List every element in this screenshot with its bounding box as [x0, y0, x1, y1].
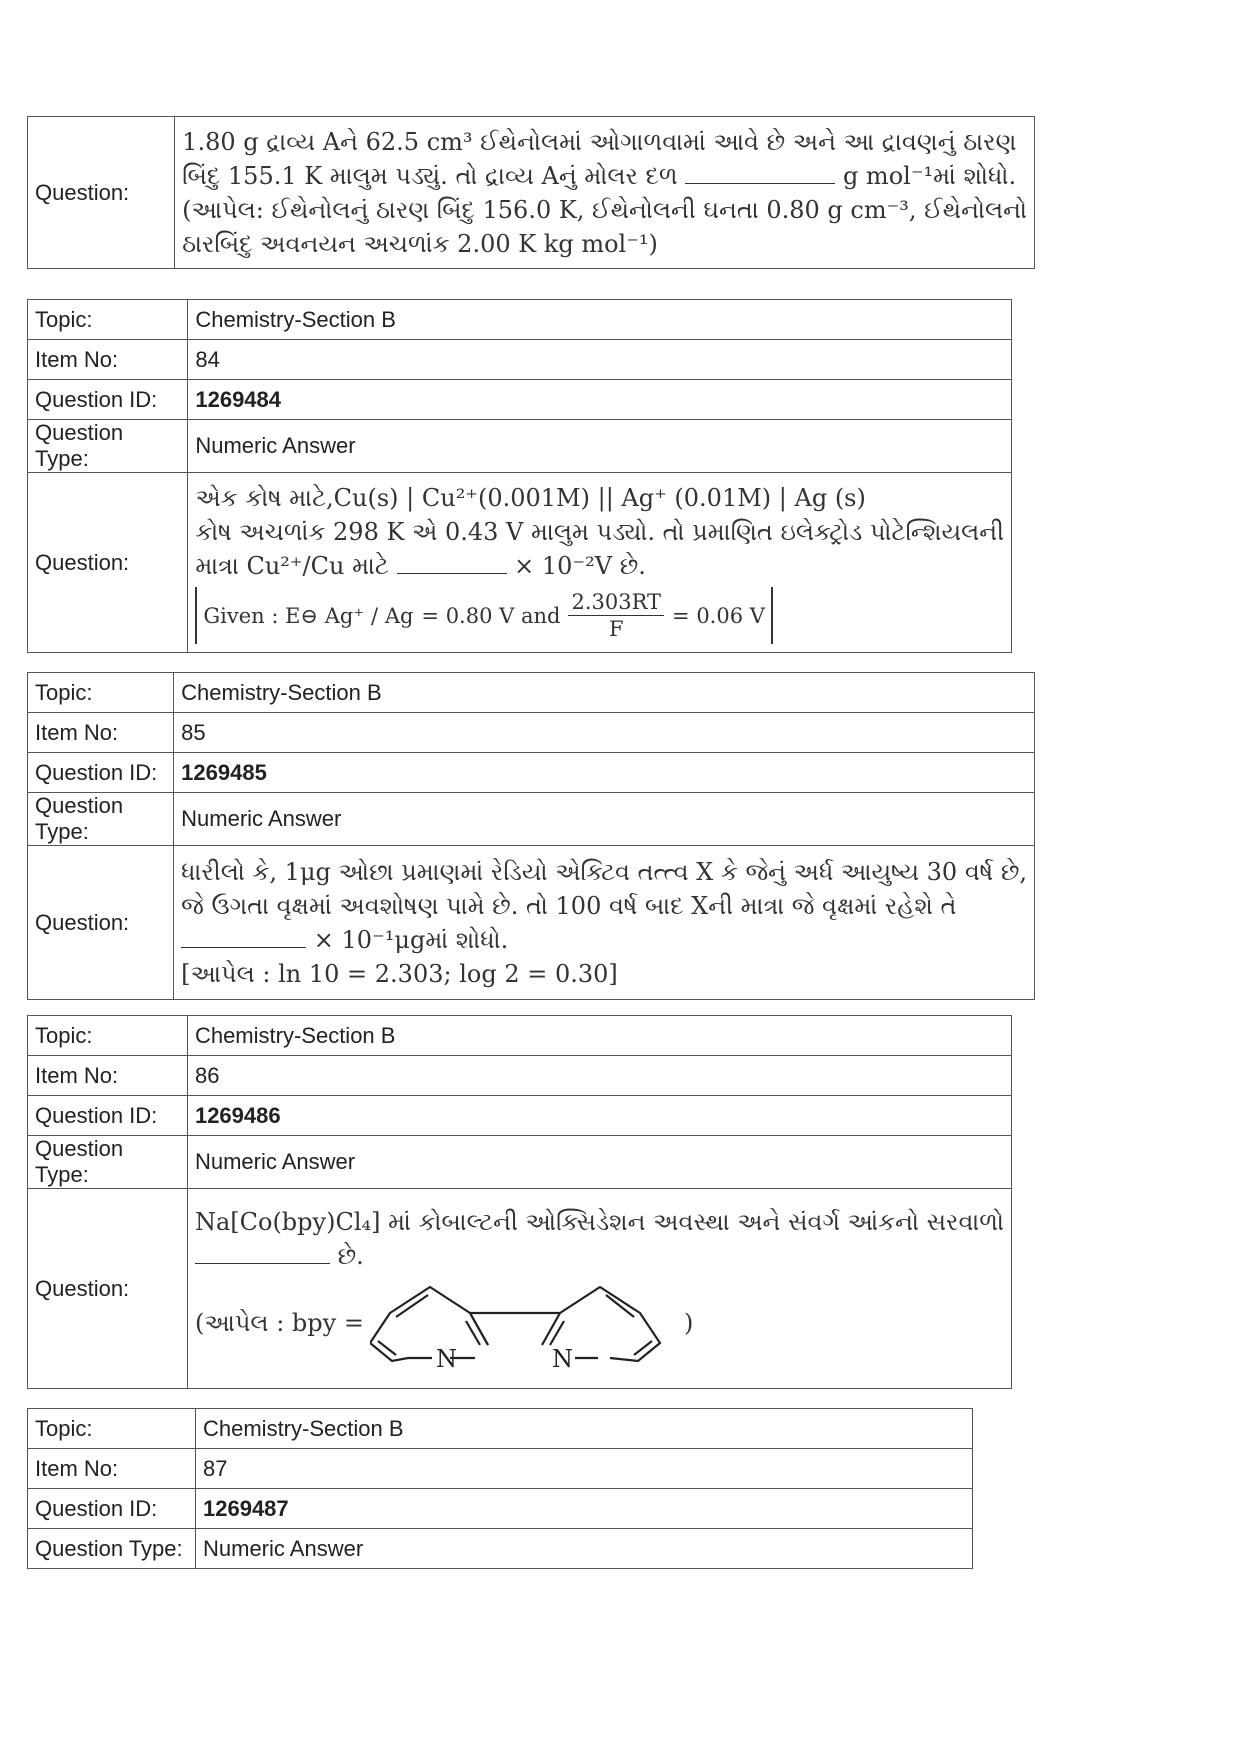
topic-label: Topic: — [28, 1409, 196, 1449]
question-label: Question: — [28, 117, 175, 269]
fraction-denominator: F — [608, 617, 624, 641]
item-no-value: 87 — [196, 1449, 973, 1489]
question-line: ઠારબિંદુ અવનયન અચળાંક 2.00 K kg mol⁻¹) — [182, 229, 658, 258]
ring-double-bond — [550, 1321, 564, 1345]
question-text — [188, 473, 1012, 653]
given-suffix: ) — [683, 1308, 694, 1337]
question-label: Question: — [28, 1189, 188, 1389]
given-structure-line — [195, 1273, 1004, 1373]
question-line-part: × 10⁻¹μgમાં શોધો. — [313, 925, 509, 954]
question-line — [181, 923, 1027, 957]
question-id-label: Question ID: — [28, 753, 174, 793]
question-line — [182, 159, 1027, 193]
question-table-87 — [27, 1408, 973, 1569]
topic-label: Topic: — [28, 673, 174, 713]
question-type-value: Numeric Answer — [174, 793, 1035, 846]
question-line: [આપેલ : ln 10 = 2.303; log 2 = 0.30] — [181, 959, 618, 988]
fraction-numerator: 2.303RT — [568, 589, 664, 616]
answer-blank — [685, 161, 835, 184]
given-label: Given : E⊖ Ag⁺ / Ag — [203, 603, 414, 628]
question-line: 1.80 g દ્રાવ્ય Aને 62.5 cm³ ઈથેનોલમાં ઓગાળવામાં આવે છે અને આ દ્રાવણનું ઠારણ — [182, 127, 1017, 156]
question-id-label: Question ID: — [28, 380, 188, 420]
topic-label: Topic: — [28, 300, 188, 340]
item-no-label: Item No: — [28, 340, 188, 380]
question-label: Question: — [28, 846, 174, 1000]
item-no-value: 85 — [174, 713, 1035, 753]
question-id-value: 1269487 — [196, 1489, 973, 1529]
nitrogen-atom: N — [435, 1344, 457, 1373]
answer-blank — [397, 551, 507, 574]
given-box — [195, 587, 773, 644]
topic-value: Chemistry-Section B — [174, 673, 1035, 713]
question-line: ધારીલો કે, 1μg ઓછા પ્રમાણમાં રેડિયો એક્ટિવ તત્ત્વ X કે જેનું અર્ધ આયુષ્ય 30 વર્ષ છે, — [181, 857, 1027, 886]
fraction — [568, 589, 664, 642]
question-type-value: Numeric Answer — [196, 1529, 973, 1569]
question-type-label: Question Type: — [28, 1136, 188, 1189]
answer-blank — [195, 1241, 330, 1264]
ring-bond — [542, 1313, 560, 1345]
question-text — [175, 117, 1035, 269]
question-type-label: Question Type: — [28, 793, 174, 846]
nitrogen-atom: N — [551, 1344, 573, 1373]
question-line: એક કોષ માટે,Cu(s) | Cu²⁺(0.001M) || Ag⁺ (0.01M) | Ag (s) — [195, 484, 866, 512]
topic-label: Topic: — [28, 1016, 188, 1056]
question-id-value: 1269485 — [174, 753, 1035, 793]
given-eq1: = 0.80 V and — [421, 603, 561, 628]
answer-blank — [181, 925, 306, 948]
item-no-label: Item No: — [28, 1449, 196, 1489]
bipyridine-structure — [370, 1273, 680, 1373]
question-id-label: Question ID: — [28, 1489, 196, 1529]
question-line — [195, 1239, 1004, 1273]
item-no-value: 84 — [188, 340, 1012, 380]
question-line: જે ઉગતા વૃક્ષમાં અવશોષણ પામે છે. તો 100 વર્ષ બાદ Xની માત્રા જે વૃક્ષમાં રહેશે તે — [181, 891, 957, 920]
question-line: Na[Co(bpy)Cl₄] માં કોબાલ્ટની ઓક્સિડેશન અવસ્થા અને સંવર્ગ આંકનો સરવાળો — [194, 1207, 1004, 1236]
question-id-value: 1269484 — [188, 380, 1012, 420]
question-line: કોષ અચળાંક 298 K એ 0.43 V માલુમ પડ્યો. તો પ્રમાણિત ઇલેક્ટ્રોડ પોટેન્શિયલની — [195, 518, 1004, 546]
question-line-part: માત્રા Cu²⁺/Cu માટે — [195, 552, 389, 580]
question-line — [195, 549, 1004, 583]
question-label: Question: — [28, 473, 188, 653]
question-line-part: × 10⁻²V છે. — [514, 552, 646, 580]
question-table-84 — [27, 299, 1012, 653]
question-type-label: Question Type: — [28, 1529, 196, 1569]
question-text — [187, 1189, 1011, 1389]
item-no-value: 86 — [187, 1056, 1011, 1096]
question-type-value: Numeric Answer — [188, 420, 1012, 473]
question-type-value: Numeric Answer — [187, 1136, 1011, 1189]
question-line-part: g mol⁻¹માં શોધો. — [842, 161, 1017, 190]
question-line: (આપેલ: ઈથેનોલનું ઠારણ બિંદુ 156.0 K, ઈથેનોલની ઘનતા 0.80 g cm⁻³, ઈથેનોલનો — [182, 195, 1027, 224]
question-table-86 — [27, 1015, 1012, 1389]
question-id-value: 1269486 — [187, 1096, 1011, 1136]
given-prefix: (આપેલ : bpy = — [194, 1308, 364, 1337]
topic-value: Chemistry-Section B — [187, 1016, 1011, 1056]
question-table-83 — [27, 116, 1035, 269]
question-type-label: Question Type: — [28, 420, 188, 473]
ring-double-bond — [466, 1321, 480, 1345]
question-id-label: Question ID: — [28, 1096, 188, 1136]
given-line — [195, 587, 1004, 644]
question-text — [174, 846, 1035, 1000]
item-no-label: Item No: — [28, 1056, 188, 1096]
topic-value: Chemistry-Section B — [196, 1409, 973, 1449]
given-eq2: = 0.06 V — [672, 603, 765, 628]
topic-value: Chemistry-Section B — [188, 300, 1012, 340]
ring-bond — [470, 1313, 488, 1345]
question-line-part: છે. — [337, 1241, 364, 1270]
question-line-part: બિંદુ 155.1 K માલુમ પડ્યું. તો દ્રાવ્ય Aનું મોલર દળ — [182, 161, 678, 190]
item-no-label: Item No: — [28, 713, 174, 753]
question-table-85 — [27, 672, 1035, 1000]
